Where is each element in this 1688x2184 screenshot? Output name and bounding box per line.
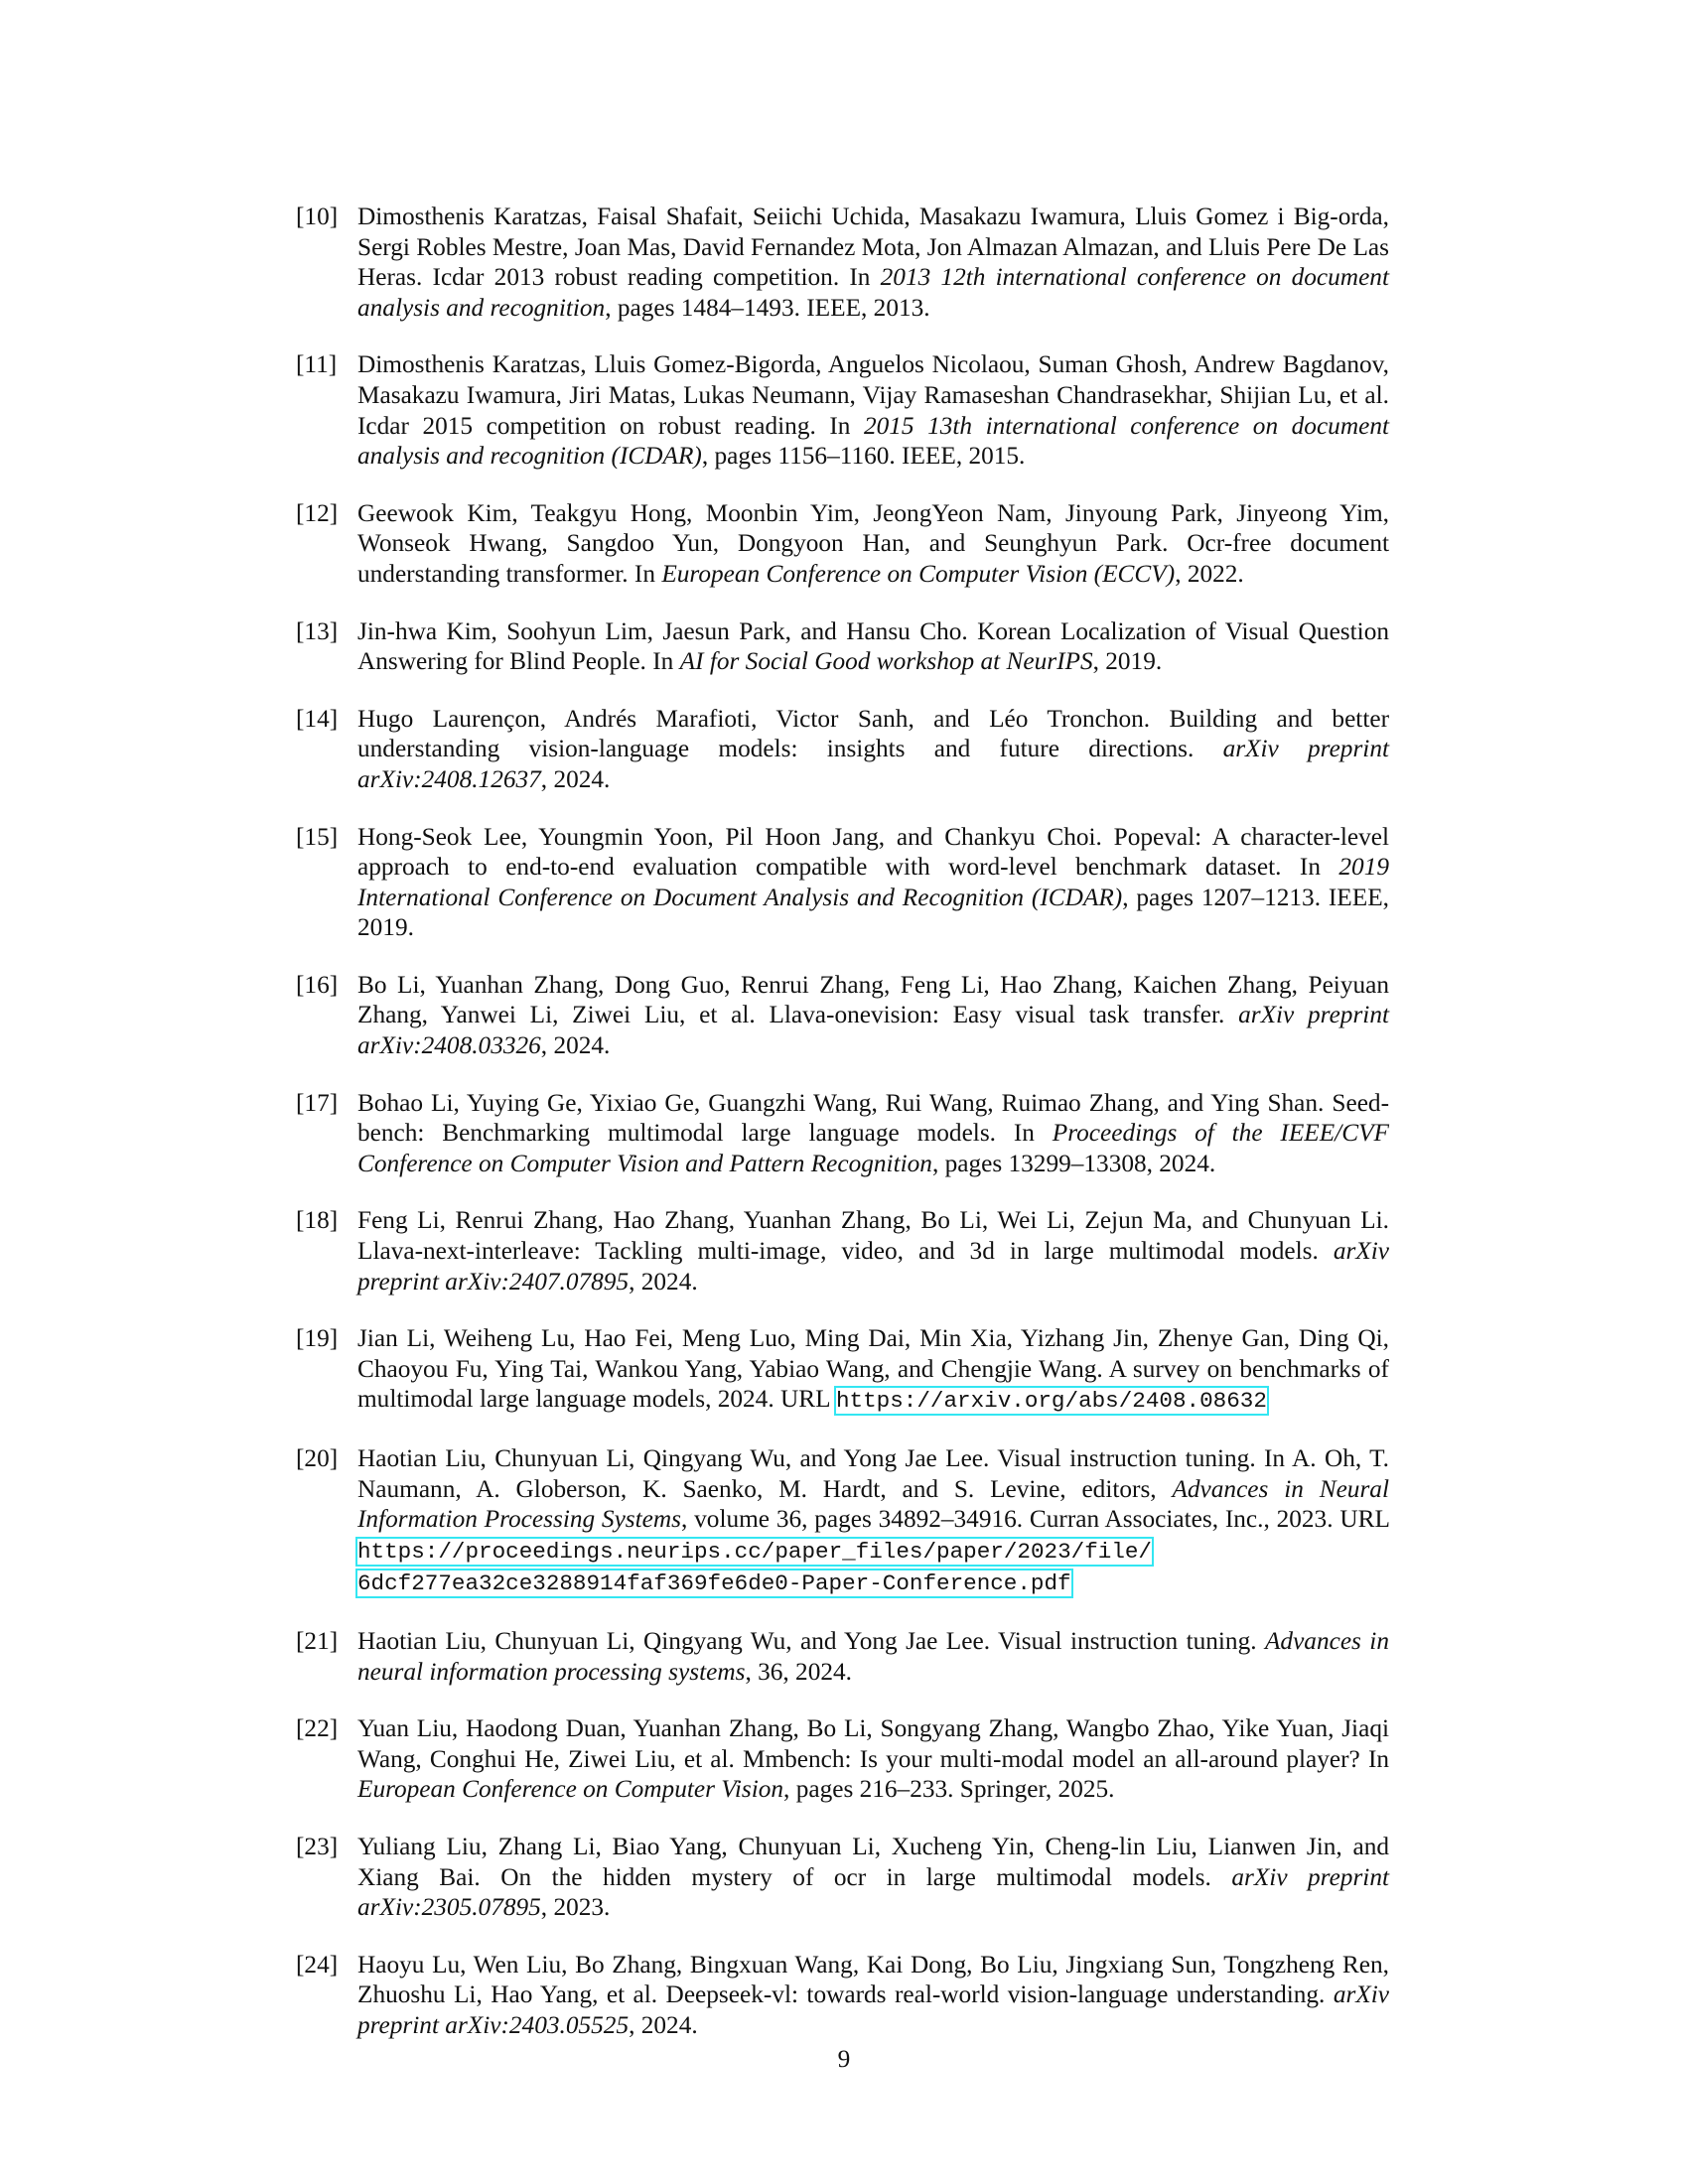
reference-title: Korean Localization of Visual Question Answering for Blind People. xyxy=(357,616,1390,676)
reference-authors: Haotian Liu, Chunyuan Li, Qingyang Wu, and Yong Jae Lee. xyxy=(357,1444,990,1472)
reference-number: [21] xyxy=(296,1626,339,1655)
reference-venue: Advances in neural information processing systems xyxy=(357,1626,1389,1686)
reference-title: Icdar 2015 competition on robust reading. xyxy=(357,411,816,440)
reference-venue-prefix: In xyxy=(829,411,851,440)
reference-title: Mmbench: Is your multi-modal model an all-around player? xyxy=(742,1744,1360,1773)
reference-number: [13] xyxy=(296,616,339,645)
reference-item xyxy=(296,1713,1389,1805)
reference-item xyxy=(296,1088,1389,1179)
reference-item xyxy=(296,970,1389,1061)
reference-authors: Dimosthenis Karatzas, Lluis Gomez-Bigorda, Anguelos Nicolaou, Suman Ghosh, Andrew Bagdanov, Masakazu Iwamura, Jiri Matas, Lukas Neumann, Vijay Ramaseshan Chandrasekhar, Shijian Lu, et al. xyxy=(357,350,1389,409)
reference-suffix: , 2024. xyxy=(540,1031,611,1060)
reference-number: [20] xyxy=(296,1444,339,1472)
reference-venue: European Conference on Computer Vision (ECCV) xyxy=(661,559,1176,588)
reference-venue: arXiv preprint arXiv:2408.12637 xyxy=(357,735,1390,793)
reference-venue-prefix: In xyxy=(1367,1744,1390,1773)
reference-number: [19] xyxy=(296,1324,339,1353)
reference-number: [10] xyxy=(296,203,339,230)
reference-venue: AI for Social Good workshop at NeurIPS xyxy=(679,647,1093,676)
reference-suffix: , 2024. xyxy=(629,1267,698,1296)
reference-venue: Advances in Neural Information Processing Systems xyxy=(357,1474,1389,1534)
reference-suffix: , pages 1484–1493. IEEE, 2013. xyxy=(605,293,930,322)
reference-url-label: URL xyxy=(780,1385,830,1414)
reference-title: Visual instruction tuning. xyxy=(997,1444,1256,1472)
reference-item xyxy=(296,202,1389,323)
reference-item xyxy=(296,616,1389,677)
reference-number: [15] xyxy=(296,822,339,851)
reference-title: Deepseek-vl: towards real-world vision-language understanding. xyxy=(665,1980,1326,2009)
reference-item xyxy=(296,822,1389,943)
reference-authors: Yuliang Liu, Zhang Li, Biao Yang, Chunyuan Li, Xucheng Yin, Cheng-lin Liu, Lianwen Jin, and Xiang Bai. xyxy=(357,1832,1389,1891)
reference-authors: Bo Li, Yuanhan Zhang, Dong Guo, Renrui Zhang, Feng Li, Hao Zhang, Kaichen Zhang, Peiyuan Zhang, Yanwei Li, Ziwei Liu, et al. xyxy=(357,970,1389,1029)
reference-url-link[interactable]: https://arxiv.org/abs/2408.08632 xyxy=(835,1388,1267,1415)
reference-venue: arXiv preprint arXiv:2305.07895 xyxy=(357,1862,1389,1922)
reference-number: [24] xyxy=(296,1950,339,1979)
reference-number: [14] xyxy=(296,704,339,733)
reference-suffix: , 2019. xyxy=(1092,647,1163,676)
reference-number: [12] xyxy=(296,498,339,527)
reference-number: [16] xyxy=(296,970,339,999)
reference-venue-prefix: In xyxy=(1299,853,1321,882)
reference-authors: Feng Li, Renrui Zhang, Hao Zhang, Yuanhan Zhang, Bo Li, Wei Li, Zejun Ma, and Chunyuan Li. xyxy=(357,1206,1389,1235)
reference-authors: Dimosthenis Karatzas, Faisal Shafait, Seiichi Uchida, Masakazu Iwamura, Lluis Gomez i Big-orda, Sergi Robles Mestre, Joan Mas, David Fernandez Mota, Jon Almazan Almazan, and Lluis Pere De Las Heras. xyxy=(357,203,1389,292)
reference-venue-prefix: In xyxy=(652,647,674,676)
reference-title: Popeval: A character-level approach to end-to-end evaluation compatible with word-level benchmark dataset. xyxy=(357,822,1389,882)
reference-suffix: , 2024. xyxy=(629,2010,698,2039)
reference-venue: 2015 13th international conference on document analysis and recognition (ICDAR) xyxy=(357,411,1389,471)
reference-url-link[interactable]: https://proceedings.neurips.cc/paper_files/paper/2023/file/6dcf277ea32ce3288914faf369fe6de0-Paper-Conference.pdf xyxy=(357,1538,1152,1597)
reference-item xyxy=(296,1323,1389,1417)
reference-suffix: , 2022. xyxy=(1175,559,1244,588)
reference-title: Ocr-free document understanding transformer. xyxy=(357,529,1389,588)
reference-authors: Jian Li, Weiheng Lu, Hao Fei, Meng Luo, Ming Dai, Min Xia, Yizhang Jin, Zhenye Gan, Ding Qi, Chaoyou Fu, Ying Tai, Wankou Yang, Yabiao Wang, and Chengjie Wang. xyxy=(357,1324,1389,1383)
reference-authors: Bohao Li, Yuying Ge, Yixiao Ge, Guangzhi Wang, Rui Wang, Ruimao Zhang, and Ying Shan. xyxy=(357,1088,1325,1117)
reference-title: Building and better understanding vision-language models: insights and future directions. xyxy=(357,704,1390,763)
reference-authors: Yuan Liu, Haodong Duan, Yuanhan Zhang, Bo Li, Songyang Zhang, Wangbo Zhao, Yike Yuan, Jiaqi Wang, Conghui He, Ziwei Liu, et al. xyxy=(357,1714,1389,1773)
reference-suffix: , volume 36, pages 34892–34916. Curran Associates, Inc., 2023. xyxy=(681,1505,1334,1534)
reference-authors: Jin-hwa Kim, Soohyun Lim, Jaesun Park, and Hansu Cho. xyxy=(357,616,968,645)
reference-item xyxy=(296,349,1389,471)
reference-venue: 2019 International Conference on Document Analysis and Recognition (ICDAR) xyxy=(357,853,1389,911)
reference-number: [17] xyxy=(296,1088,339,1117)
reference-list xyxy=(296,202,1389,2068)
reference-number: [22] xyxy=(296,1714,339,1743)
reference-suffix: , 36, 2024. xyxy=(745,1657,852,1686)
reference-suffix: , pages 13299–13308, 2024. xyxy=(931,1149,1216,1177)
reference-item xyxy=(296,1443,1389,1599)
reference-venue: Proceedings of the IEEE/CVF Conference on Computer Vision and Pattern Recognition xyxy=(357,1119,1389,1177)
reference-venue: arXiv preprint arXiv:2408.03326 xyxy=(357,1001,1389,1060)
reference-item xyxy=(296,498,1389,590)
reference-item xyxy=(296,1626,1389,1687)
reference-venue-prefix: In xyxy=(633,559,655,588)
reference-suffix: , 2024. xyxy=(540,764,611,793)
reference-authors: Geewook Kim, Teakgyu Hong, Moonbin Yim, JeongYeon Nam, Jinyoung Park, Jinyeong Yim, Wonseok Hwang, Sangdoo Yun, Dongyoon Han, and Seunghyun Park. xyxy=(357,498,1389,558)
reference-venue: European Conference on Computer Vision xyxy=(357,1775,784,1804)
reference-title: Icdar 2013 robust reading competition. xyxy=(432,263,840,292)
reference-item xyxy=(296,1205,1389,1297)
reference-venue-prefix: In xyxy=(1013,1119,1035,1148)
reference-item xyxy=(296,1950,1389,2041)
reference-number: [18] xyxy=(296,1206,339,1235)
reference-venue: arXiv preprint arXiv:2407.07895 xyxy=(357,1237,1390,1296)
reference-venue-prefix: In A. Oh, T. Naumann, A. Globerson, K. Saenko, M. Hardt, and S. Levine, editors, xyxy=(357,1444,1389,1503)
reference-title: Visual instruction tuning. xyxy=(998,1626,1257,1655)
reference-authors: Hugo Laurençon, Andrés Marafioti, Victor Sanh, and Léo Tronchon. xyxy=(357,704,1151,733)
reference-authors: Haotian Liu, Chunyuan Li, Qingyang Wu, and Yong Jae Lee. xyxy=(357,1626,991,1655)
reference-venue-prefix: In xyxy=(849,263,871,292)
reference-title: On the hidden mystery of ocr in large multimodal models. xyxy=(500,1862,1211,1891)
reference-url-label: URL xyxy=(1339,1505,1389,1534)
reference-title: Llava-next-interleave: Tackling multi-image, video, and 3d in large multimodal models. xyxy=(357,1237,1319,1266)
reference-venue: arXiv preprint arXiv:2403.05525 xyxy=(357,1980,1390,2039)
reference-number: [11] xyxy=(296,350,338,379)
reference-title: Llava-onevision: Easy visual task transfer. xyxy=(769,1001,1225,1029)
reference-title: Seed-bench: Benchmarking multimodal large language models. xyxy=(357,1088,1389,1148)
reference-venue: 2013 12th international conference on document analysis and recognition xyxy=(357,263,1389,322)
reference-suffix: , pages 216–233. Springer, 2025. xyxy=(783,1775,1115,1804)
reference-suffix: , pages 1207–1213. IEEE, 2019. xyxy=(357,883,1389,942)
reference-title: A survey on benchmarks of multimodal large language models, 2024. xyxy=(357,1354,1389,1414)
reference-suffix: , 2023. xyxy=(540,1893,611,1922)
reference-authors: Hong-Seok Lee, Youngmin Yoon, Pil Hoon Jang, and Chankyu Choi. xyxy=(357,822,1102,851)
reference-authors: Haoyu Lu, Wen Liu, Bo Zhang, Bingxuan Wang, Kai Dong, Bo Liu, Jingxiang Sun, Tongzheng Ren, Zhuoshu Li, Hao Yang, et al. xyxy=(357,1950,1389,2009)
page-number: 9 xyxy=(837,2045,851,2073)
reference-suffix: , pages 1156–1160. IEEE, 2015. xyxy=(701,442,1026,471)
reference-item xyxy=(296,704,1389,795)
reference-item xyxy=(296,1832,1389,1923)
reference-number: [23] xyxy=(296,1832,339,1860)
